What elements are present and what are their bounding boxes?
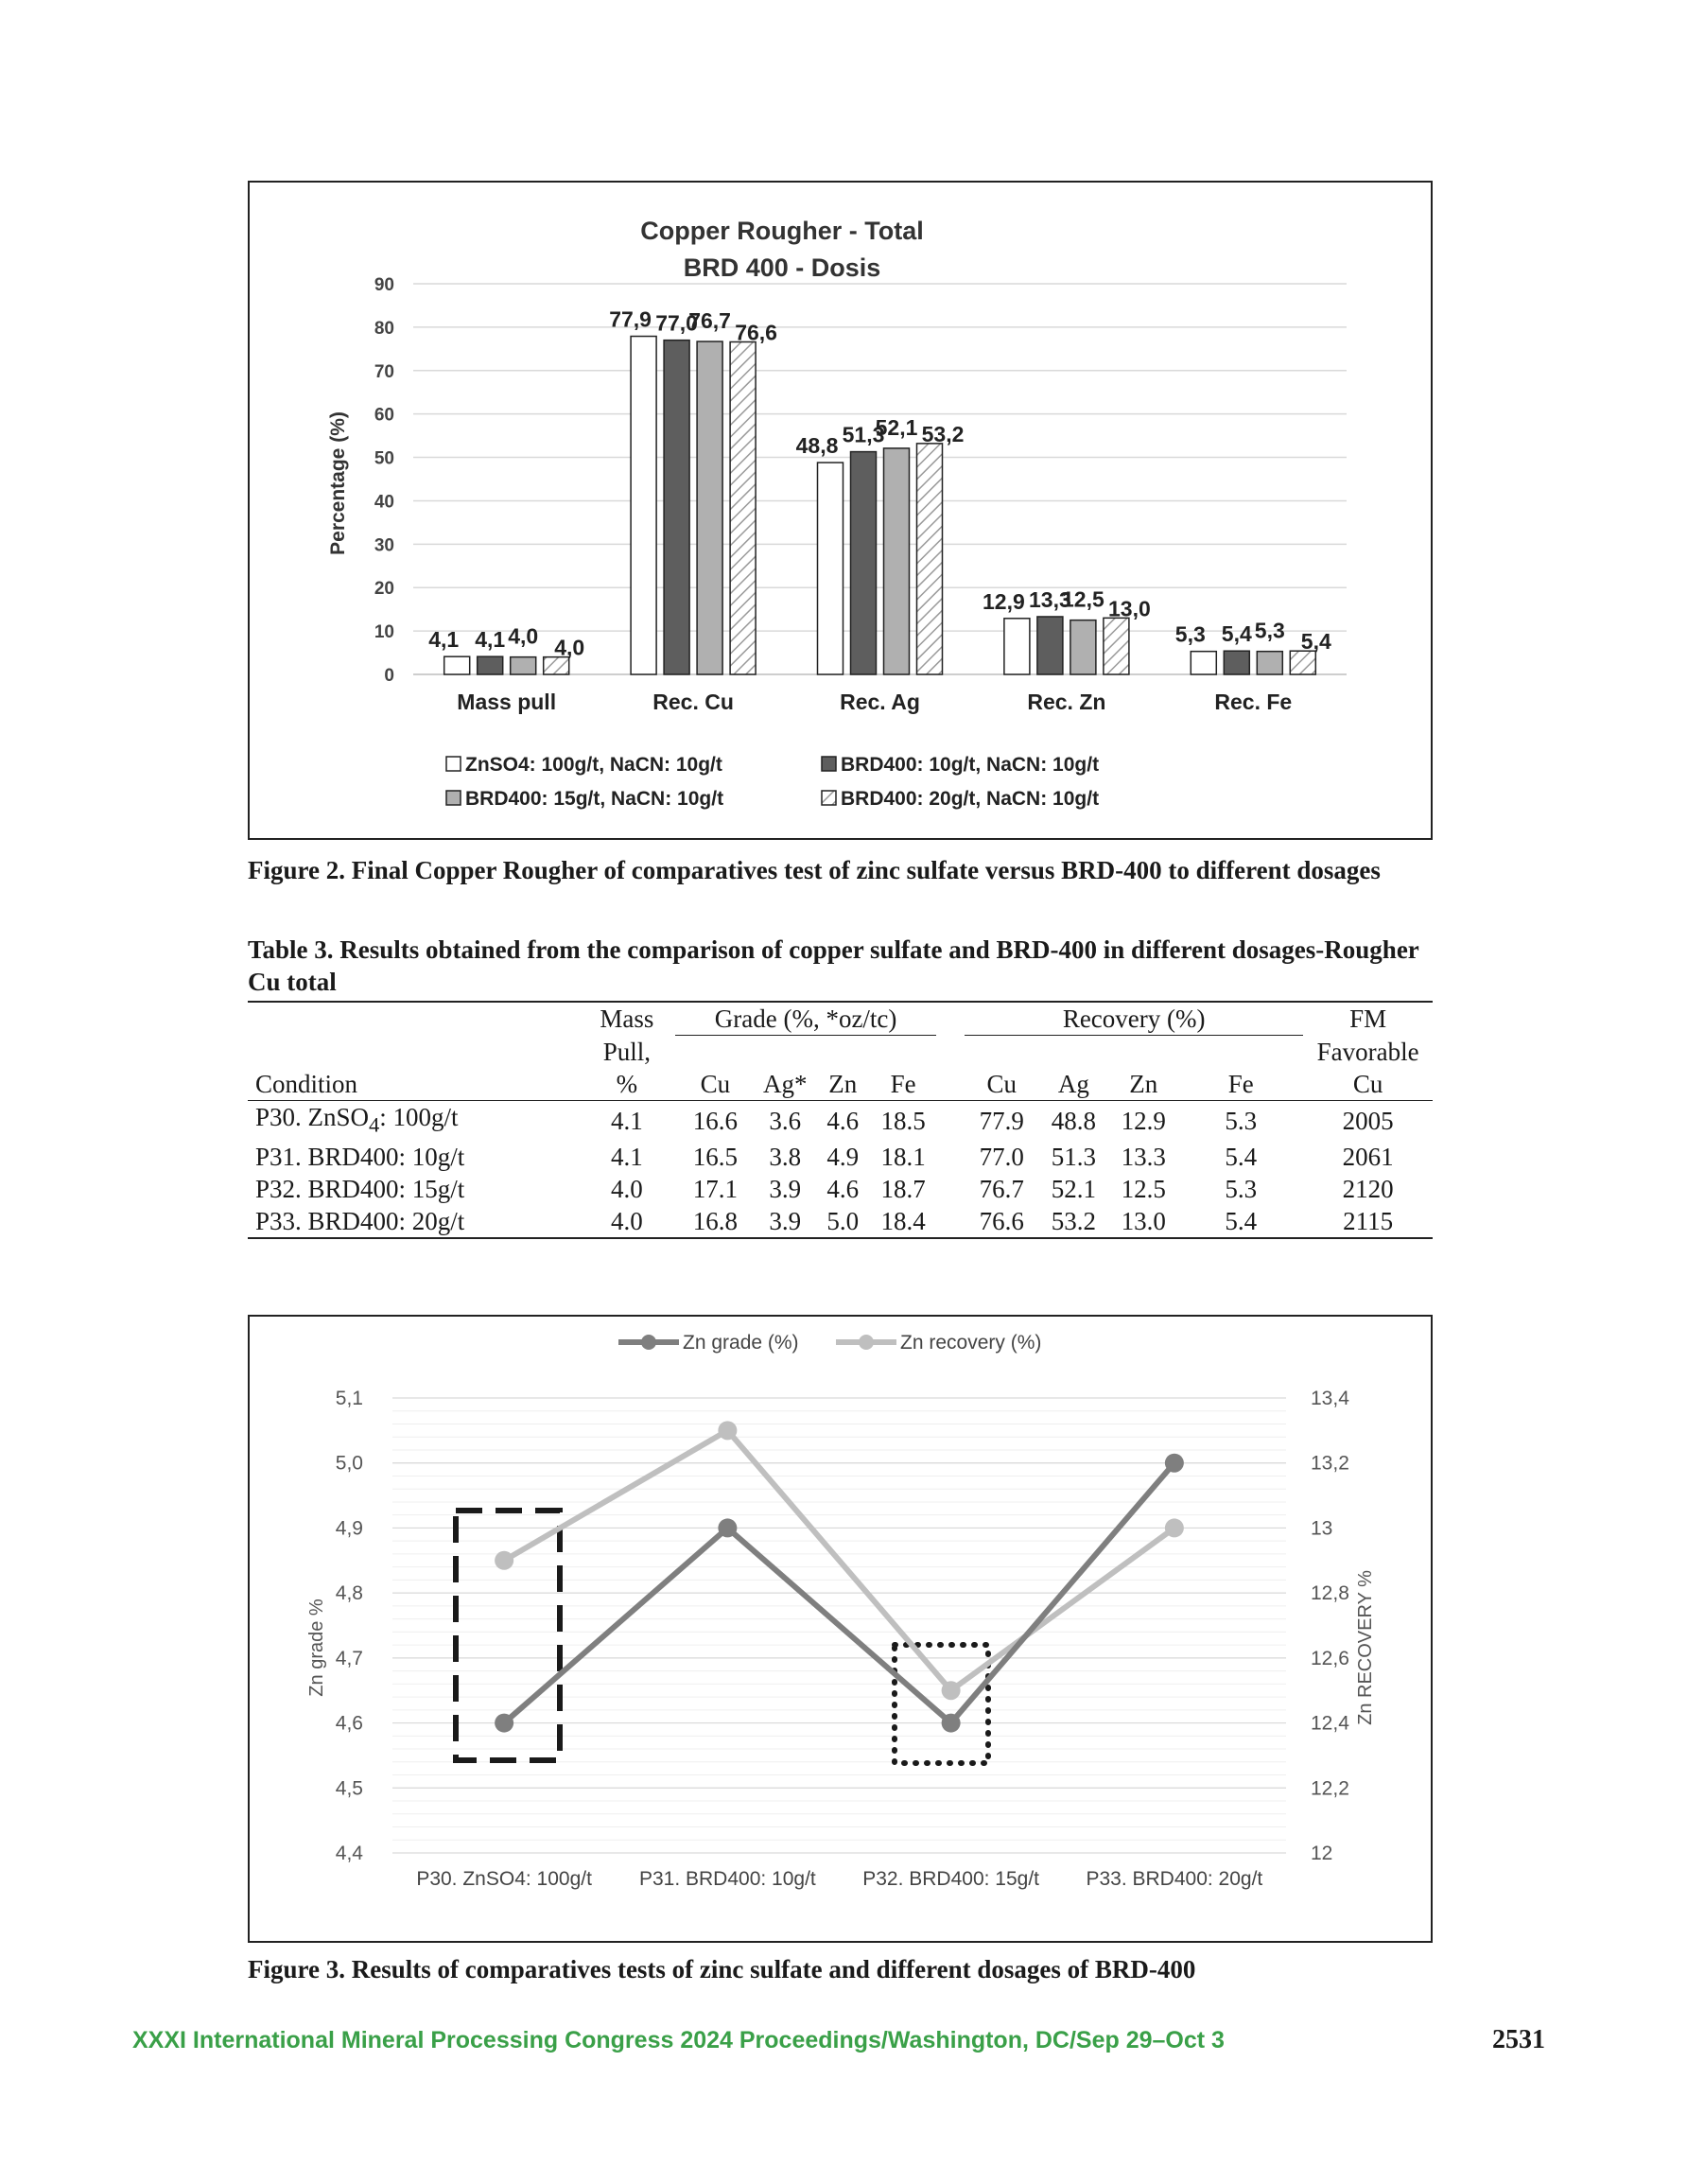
rec-ag-cell: 48.8 (1051, 1106, 1096, 1135)
grade-fe-cell: 18.5 (880, 1106, 926, 1135)
bar-mass-pull-s3 (511, 657, 536, 674)
rec-cu-cell: 76.7 (979, 1174, 1024, 1203)
y-left-tick-label: 4,4 (335, 1843, 363, 1864)
header-rec-cu: Cu (965, 1068, 1038, 1101)
y-tick-label: 10 (374, 622, 394, 643)
figure3-svg (250, 1317, 1431, 1941)
table-row (248, 1141, 1433, 1173)
mass-cell: 4.0 (610, 1206, 643, 1235)
bar-rec-zn-s1 (1004, 619, 1030, 674)
data-label: 4,1 (475, 627, 506, 653)
grade-cu-cell: 16.8 (692, 1206, 738, 1235)
data-label: 5,3 (1254, 618, 1285, 643)
data-point-zn-recovery (718, 1421, 737, 1440)
grade-fe-cell: 18.4 (880, 1206, 926, 1235)
y-left-tick-label: 4,8 (335, 1582, 363, 1605)
y-tick-label: 80 (374, 318, 394, 339)
mass-cell: 4.1 (610, 1142, 643, 1171)
header-fm-cu: Cu (1303, 1068, 1433, 1101)
data-label: 5,4 (1221, 621, 1252, 647)
bar-rec-cu-s4 (730, 341, 756, 674)
grade-ag-cell: 3.8 (769, 1142, 802, 1171)
rec-fe-cell: 5.3 (1225, 1174, 1258, 1203)
bar-rec-ag-s4 (917, 444, 943, 674)
grade-zn-cell: 4.9 (826, 1142, 860, 1171)
table-row (248, 1100, 1433, 1141)
x-tick-label: P31. BRD400: 10g/t (638, 1868, 816, 1890)
data-point-zn-recovery (495, 1551, 513, 1570)
grade-ag-cell: 3.9 (769, 1174, 802, 1203)
header-rec-fe: Fe (1178, 1068, 1303, 1101)
data-label: 13,0 (1108, 596, 1151, 621)
data-label: 5,3 (1174, 621, 1206, 647)
mass-cell: 4.1 (610, 1106, 643, 1135)
y-right-tick-label: 12,2 (1311, 1777, 1349, 1800)
header-rec-zn: Zn (1108, 1068, 1178, 1101)
rec-zn-cell: 12.5 (1121, 1174, 1166, 1203)
condition-cell: P30. ZnSO$_4$: 100g/t (255, 1102, 459, 1136)
table3 (248, 1001, 1433, 1239)
condition-cell: P32. BRD400: 15g/t (255, 1174, 465, 1203)
rec-fe-cell: 5.4 (1225, 1142, 1258, 1171)
y-right-tick-label: 13,2 (1311, 1452, 1349, 1475)
y-right-tick-label: 12 (1311, 1843, 1333, 1864)
grade-zn-cell: 4.6 (826, 1106, 860, 1135)
y-tick-label: 40 (374, 492, 394, 513)
figure2-chart (248, 181, 1433, 840)
data-label: 77,9 (609, 306, 652, 332)
bar-rec-ag-s3 (884, 448, 910, 674)
y-right-tick-label: 13 (1311, 1517, 1333, 1540)
data-point-zn-grade (718, 1518, 737, 1537)
fm-cell: 2115 (1343, 1206, 1394, 1235)
rec-ag-cell: 52.1 (1051, 1174, 1096, 1203)
y-left-tick-label: 4,7 (335, 1647, 363, 1669)
data-label: 13,3 (1029, 586, 1071, 612)
legend-label: BRD400: 20g/t, NaCN: 10g/t (841, 788, 1100, 810)
rec-ag-cell: 53.2 (1051, 1206, 1096, 1235)
bar-mass-pull-s2 (478, 656, 503, 674)
rec-fe-cell: 5.4 (1225, 1206, 1258, 1235)
figure3-chart (248, 1315, 1433, 1943)
legend-swatch (822, 791, 836, 805)
bar-rec-fe-s1 (1191, 652, 1216, 674)
x-tick-label: P32. BRD400: 15g/t (862, 1868, 1040, 1890)
y-left-tick-label: 4,6 (335, 1712, 363, 1735)
figure2-caption: Figure 2. Final Copper Rougher of comparatives test of zinc sulfate versus BRD-400 to different dosages (248, 856, 1381, 884)
y-left-tick-label: 4,9 (335, 1517, 363, 1540)
header-pull: Pull, (602, 1037, 651, 1066)
rec-zn-cell: 12.9 (1121, 1106, 1166, 1135)
x-tick-label: Rec. Cu (652, 690, 734, 714)
grade-fe-cell: 18.7 (880, 1174, 926, 1203)
data-label: 77,0 (655, 310, 698, 336)
header-rec-ag: Ag (1038, 1068, 1108, 1101)
bar-mass-pull-s1 (444, 656, 470, 674)
table3-caption: Table 3. Results obtained from the comparison of copper sulfate and BRD-400 in different dosages-Rougher Cu total (248, 935, 1419, 996)
page-number: 2531 (1492, 2025, 1545, 2054)
mass-cell: 4.0 (610, 1174, 643, 1203)
y-left-tick-label: 4,5 (335, 1777, 363, 1800)
y-tick-label: 30 (374, 535, 394, 556)
legend-marker (859, 1335, 874, 1350)
fm-cell: 2005 (1342, 1106, 1394, 1135)
data-label: 12,5 (1062, 586, 1104, 612)
header-mass: Mass (600, 1005, 654, 1034)
header-recovery-group: Recovery (%) (1062, 1005, 1206, 1033)
legend-swatch (446, 791, 461, 805)
y-tick-label: 60 (374, 405, 394, 426)
fm-cell: 2061 (1342, 1142, 1394, 1171)
table-row (248, 1205, 1433, 1238)
x-tick-label: P33. BRD400: 20g/t (1086, 1868, 1263, 1890)
figure2-svg (250, 183, 1431, 838)
legend-marker (641, 1335, 656, 1350)
grade-ag-cell: 3.6 (769, 1106, 802, 1135)
header-grade-fe: Fe (870, 1068, 935, 1101)
rec-zn-cell: 13.3 (1121, 1142, 1166, 1171)
bar-rec-ag-s2 (851, 452, 877, 674)
legend-swatch (446, 757, 461, 771)
legend-swatch (822, 757, 836, 771)
y-right-tick-label: 12,8 (1311, 1582, 1349, 1605)
y-right-tick-label: 13,4 (1311, 1388, 1349, 1409)
x-tick-label: Mass pull (457, 690, 557, 714)
header-fm: FM (1349, 1005, 1387, 1034)
rec-fe-cell: 5.3 (1225, 1106, 1258, 1135)
bar-rec-cu-s3 (697, 341, 722, 674)
data-label: 12,9 (983, 588, 1025, 614)
header-grade-cu: Cu (675, 1068, 755, 1101)
figure2-subtitle: BRD 400 - Dosis (683, 253, 881, 282)
x-tick-label: Rec. Fe (1214, 690, 1293, 714)
data-label: 48,8 (795, 433, 839, 459)
data-point-zn-grade (1165, 1454, 1184, 1473)
x-tick-label: Rec. Ag (840, 690, 920, 714)
header-pct: % (578, 1068, 675, 1101)
bar-rec-ag-s1 (818, 463, 844, 674)
figure3-caption: Figure 3. Results of comparatives tests of zinc sulfate and different dosages of BRD-400 (248, 1955, 1196, 1983)
rec-zn-cell: 13.0 (1121, 1206, 1166, 1235)
data-point-zn-recovery (942, 1681, 961, 1700)
grade-zn-cell: 4.6 (826, 1174, 860, 1203)
condition-cell: P33. BRD400: 20g/t (255, 1206, 465, 1235)
data-label: 76,7 (688, 308, 731, 334)
header-favorable: Favorable (1316, 1037, 1419, 1066)
grade-cu-cell: 16.6 (692, 1106, 738, 1135)
data-point-zn-grade (495, 1714, 513, 1733)
fm-cell: 2120 (1342, 1174, 1394, 1203)
data-label: 51,3 (842, 422, 885, 447)
x-tick-label: Rec. Zn (1027, 690, 1106, 714)
data-label: 76,6 (735, 320, 777, 345)
data-label: 4,0 (554, 635, 585, 660)
bar-rec-cu-s1 (631, 337, 656, 674)
y-right-tick-label: 12,6 (1311, 1647, 1349, 1669)
data-label: 52,1 (875, 414, 918, 440)
data-label: 5,4 (1300, 629, 1331, 655)
y-right-tick-label: 12,4 (1311, 1712, 1349, 1735)
grade-cu-cell: 16.5 (692, 1142, 738, 1171)
highlight-box-dotted (895, 1645, 988, 1763)
y-tick-label: 70 (374, 361, 394, 382)
rec-cu-cell: 77.0 (979, 1142, 1024, 1171)
grade-zn-cell: 5.0 (826, 1206, 860, 1235)
table-row (248, 1173, 1433, 1205)
grade-cu-cell: 17.1 (692, 1174, 738, 1203)
bar-rec-zn-s4 (1104, 618, 1129, 674)
bar-rec-fe-s4 (1290, 651, 1315, 674)
footer-proceedings: XXXI International Mineral Processing Congress 2024 Proceedings/Washington, DC/Sep 29–Oct 3 (132, 2027, 1225, 2053)
y-tick-label: 0 (384, 666, 394, 686)
data-point-zn-recovery (1165, 1518, 1184, 1537)
y-tick-label: 50 (374, 448, 394, 469)
figure2-title: Copper Rougher - Total (640, 217, 924, 245)
rec-cu-cell: 77.9 (979, 1106, 1024, 1135)
y-left-tick-label: 5,1 (335, 1388, 363, 1409)
legend-label: Zn grade (%) (683, 1332, 799, 1354)
legend-label: Zn recovery (%) (900, 1332, 1042, 1354)
data-label: 53,2 (921, 421, 965, 446)
header-grade-ag: Ag* (755, 1068, 815, 1101)
grade-fe-cell: 18.1 (880, 1142, 926, 1171)
bar-rec-fe-s3 (1257, 652, 1282, 674)
series-line-zn-recovery (504, 1430, 1174, 1690)
bar-rec-zn-s2 (1037, 617, 1063, 674)
figure2-ylabel: Percentage (%) (327, 411, 349, 555)
data-label: 4,1 (428, 627, 460, 653)
legend-label: BRD400: 15g/t, NaCN: 10g/t (465, 788, 724, 810)
condition-cell: P31. BRD400: 10g/t (255, 1142, 465, 1171)
legend-label: ZnSO4: 100g/t, NaCN: 10g/t (465, 754, 722, 776)
bar-rec-zn-s3 (1070, 620, 1096, 674)
grade-ag-cell: 3.9 (769, 1206, 802, 1235)
header-condition: Condition (248, 1068, 578, 1101)
data-label: 4,0 (508, 623, 539, 649)
y-tick-label: 90 (374, 275, 394, 295)
figure3-ylabel-right: Zn RECOVERY % (1355, 1570, 1376, 1725)
rec-cu-cell: 76.6 (979, 1206, 1024, 1235)
header-grade-zn: Zn (815, 1068, 870, 1101)
y-left-tick-label: 5,0 (335, 1452, 363, 1475)
bar-rec-fe-s2 (1224, 651, 1249, 674)
legend-label: BRD400: 10g/t, NaCN: 10g/t (841, 754, 1100, 776)
header-grade-group: Grade (%, *oz/tc) (675, 1002, 935, 1036)
data-point-zn-grade (942, 1714, 961, 1733)
rec-ag-cell: 51.3 (1051, 1142, 1096, 1171)
figure3-ylabel-left: Zn grade % (306, 1599, 327, 1697)
x-tick-label: P30. ZnSO4: 100g/t (416, 1868, 592, 1890)
bar-rec-cu-s2 (664, 341, 689, 674)
y-tick-label: 20 (374, 579, 394, 600)
